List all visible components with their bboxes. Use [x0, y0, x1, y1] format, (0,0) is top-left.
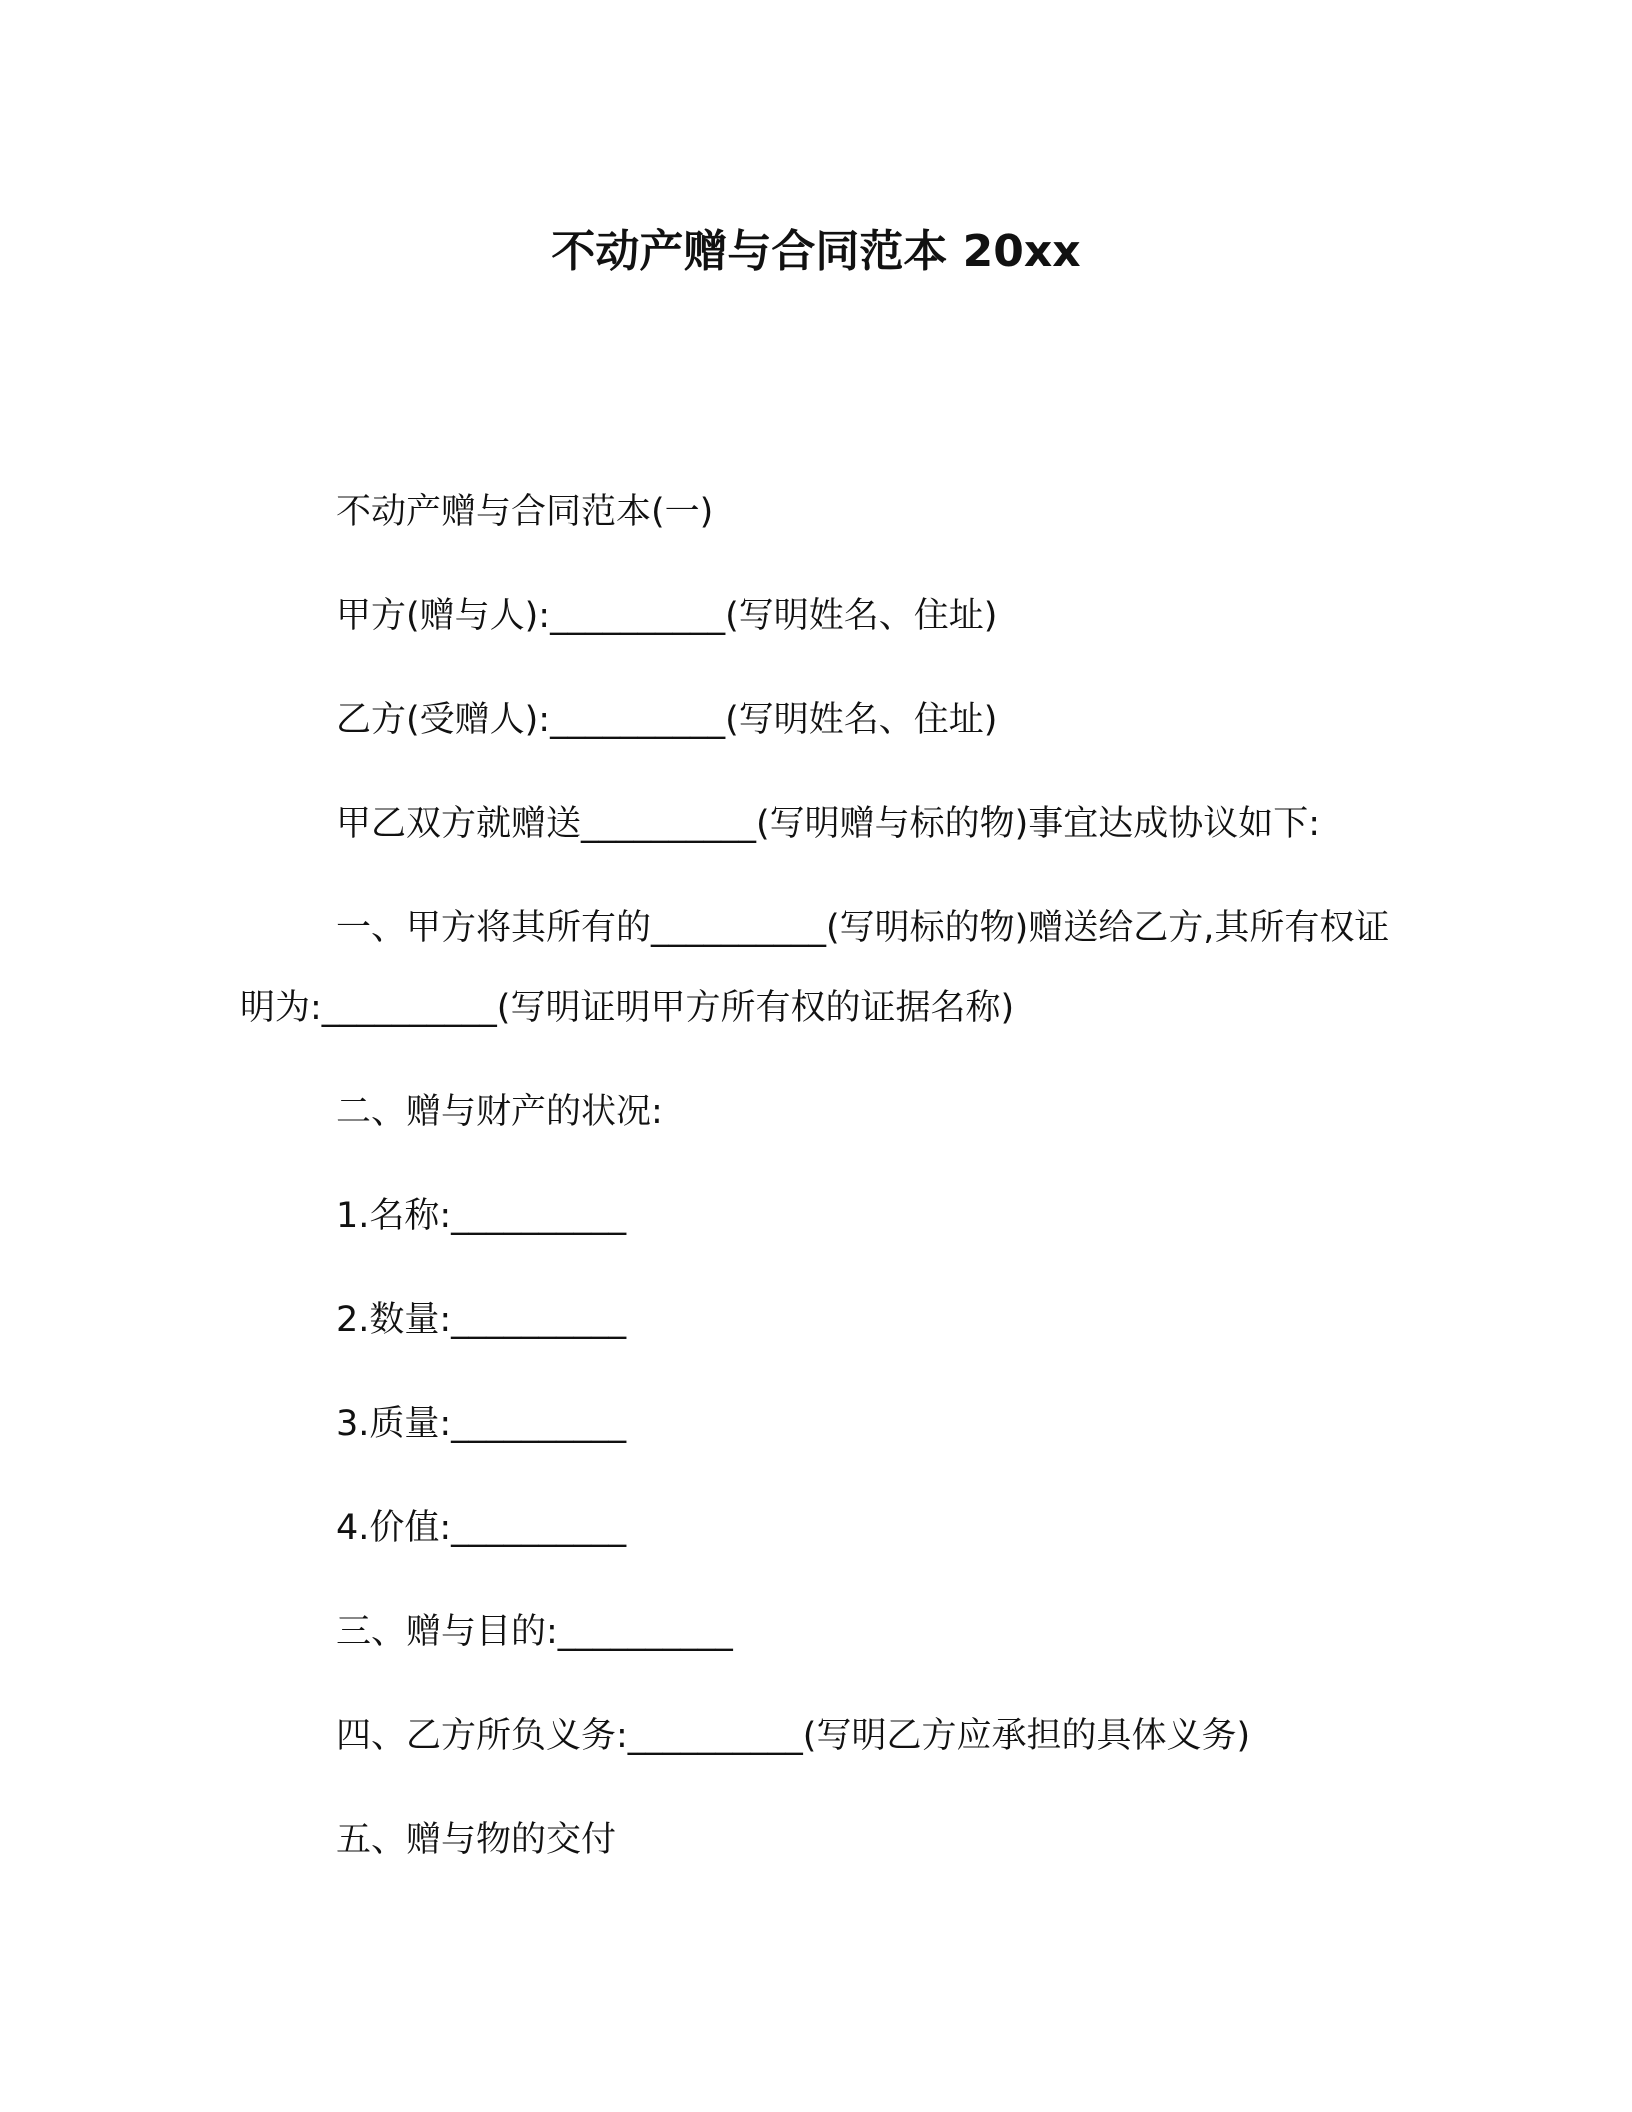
paragraph-heading: 不动产赠与合同范本(一)	[336, 492, 714, 532]
paragraph-clause-3: 三、赠与目的:__________	[336, 1612, 733, 1652]
paragraph-clause-4: 四、乙方所负义务:__________(写明乙方应承担的具体义务)	[336, 1716, 1251, 1756]
paragraph-item-name: 1.名称:__________	[336, 1196, 627, 1236]
paragraph-agreement: 甲乙双方就赠送__________(写明赠与标的物)事宜达成协议如下:	[336, 804, 1321, 844]
paragraph-clause-2: 二、赠与财产的状况:	[336, 1092, 663, 1132]
paragraph-clause-1: 一、甲方将其所有的__________(写明标的物)赠送给乙方,其所有权证明为:__________(写明证明甲方所有权的证据名称)	[240, 908, 1390, 1028]
paragraph-party-a: 甲方(赠与人):__________(写明姓名、住址)	[336, 596, 998, 636]
paragraph-item-quantity: 2.数量:__________	[336, 1300, 627, 1340]
paragraph-item-value: 4.价值:__________	[336, 1508, 627, 1548]
paragraph-clause-5: 五、赠与物的交付	[336, 1820, 617, 1860]
document-title: 不动产赠与合同范本 20xx	[551, 226, 1081, 277]
document-body	[240, 486, 1392, 1918]
paragraph-item-quality: 3.质量:__________	[336, 1404, 627, 1444]
paragraph-party-b: 乙方(受赠人):__________(写明姓名、住址)	[336, 700, 998, 740]
